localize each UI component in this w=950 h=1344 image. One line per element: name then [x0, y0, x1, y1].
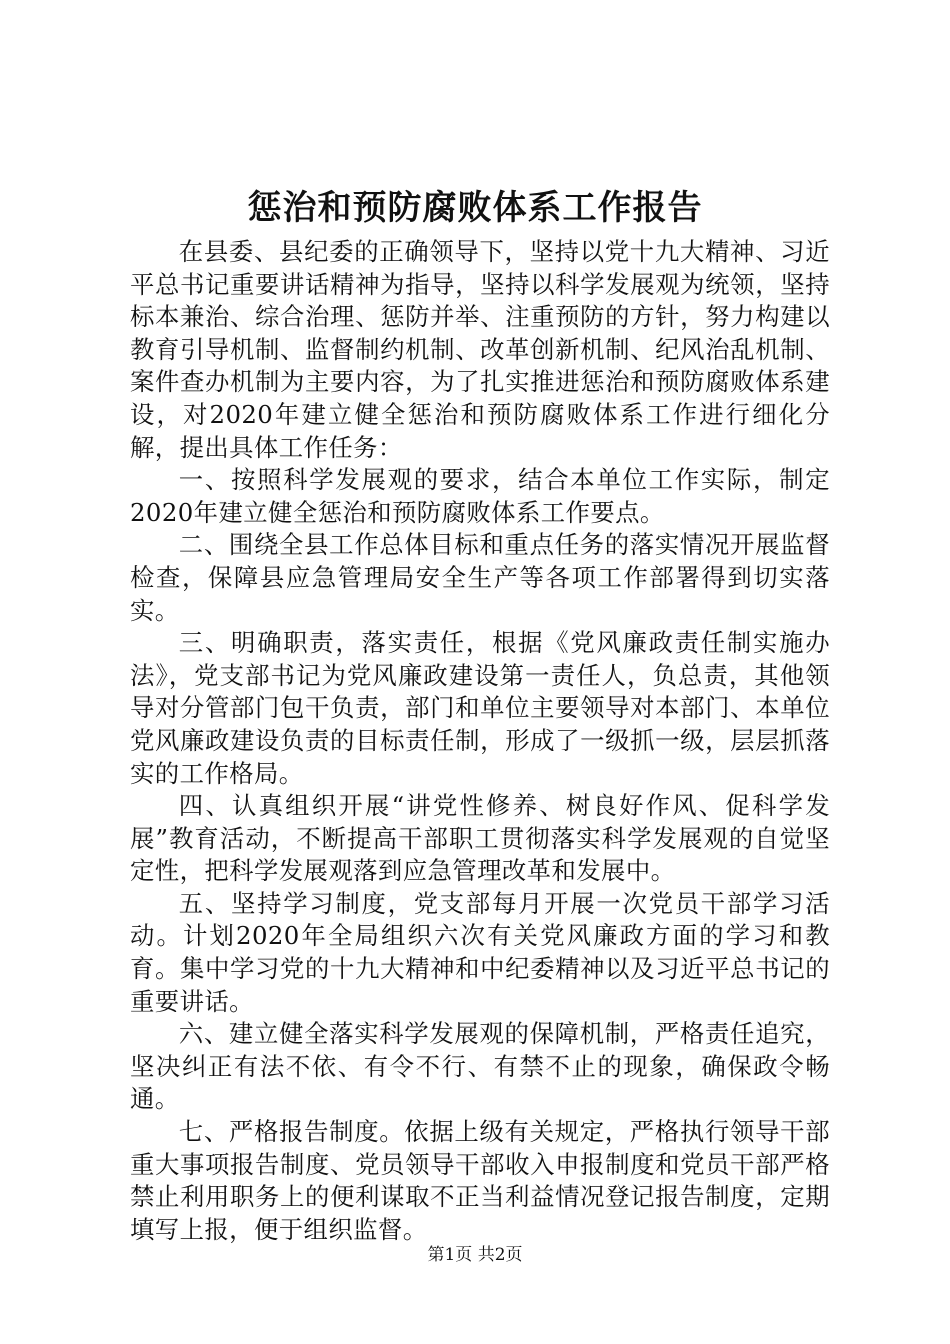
document-body: [130, 236, 830, 1246]
paragraph-item-1: 一、按照科学发展观的要求，结合本单位工作实际，制定2020年建立健全惩治和预防腐败体系工作要点。: [130, 465, 830, 527]
paragraph-item-3: 三、明确职责，落实责任，根据《党风廉政责任制实施办法》，党支部书记为党风廉政建设第一责任人，负总责，其他领导对分管部门包干负责，部门和单位主要领导对本部门、本单位党风廉政建设负责的目标责任制，形成了一级抓一级，层层抓落实的工作格局。: [130, 628, 830, 788]
paragraph-intro: 在县委、县纪委的正确领导下，坚持以党十九大精神、习近平总书记重要讲话精神为指导，坚持以科学发展观为统领，坚持标本兼治、综合治理、惩防并举、注重预防的方针，努力构建以教育引导机制、监督制约机制、改革创新机制、纪风治乱机制、案件查办机制为主要内容，为了扎实推进惩治和预防腐败体系建设，对2020年建立健全惩治和预防腐败体系工作进行细化分解，提出具体工作任务：: [130, 237, 830, 462]
paragraph-item-7: 七、严格报告制度。依据上级有关规定，严格执行领导干部重大事项报告制度、党员领导干部收入申报制度和党员干部严格禁止利用职务上的便利谋取不正当利益情况登记报告制度，定期填写上报，便于组织监督。: [130, 1117, 830, 1244]
paragraph-item-4: 四、认真组织开展“讲党性修养、树良好作风、促科学发展”教育活动，不断提高干部职工贯彻落实科学发展观的自觉坚定性，把科学发展观落到应急管理改革和发展中。: [130, 791, 830, 886]
paragraph-item-6: 六、建立健全落实科学发展观的保障机制，严格责任追究，坚决纠正有法不依、有令不行、有禁不止的现象，确保政令畅通。: [130, 1019, 830, 1114]
paragraph-item-2: 二、围绕全县工作总体目标和重点任务的落实情况开展监督检查，保障县应急管理局安全生产等各项工作部署得到切实落实。: [130, 530, 830, 625]
paragraph-item-5: 五、坚持学习制度，党支部每月开展一次党员干部学习活动。计划2020年全局组织六次有关党风廉政方面的学习和教育。集中学习党的十九大精神和中纪委精神以及习近平总书记的重要讲话。: [130, 888, 830, 1016]
document-title: 惩治和预防腐败体系工作报告: [247, 188, 703, 228]
page-indicator: 第1页 共2页: [427, 1245, 523, 1265]
